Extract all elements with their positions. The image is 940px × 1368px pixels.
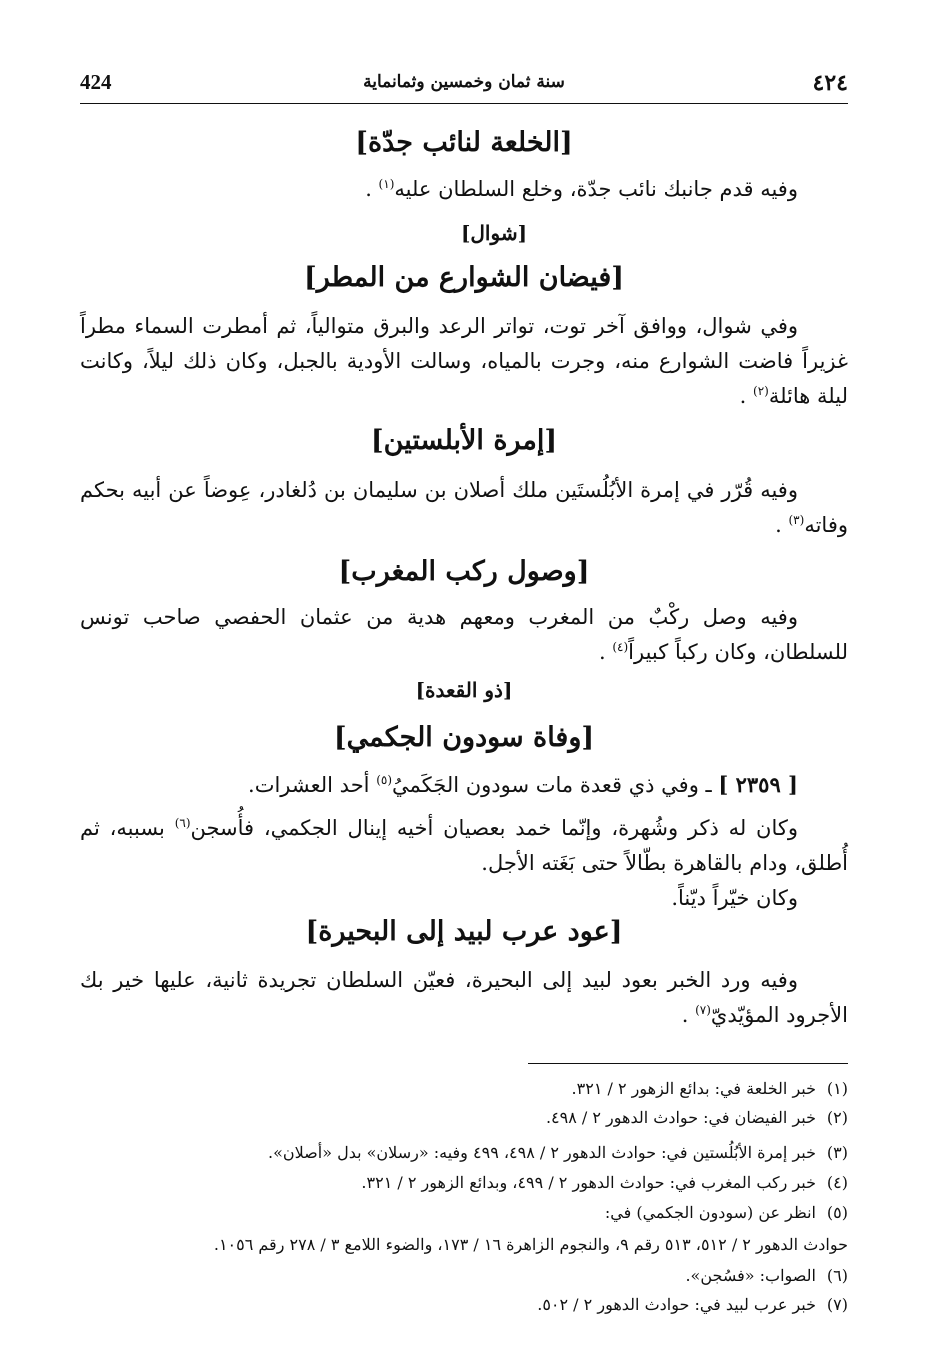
text-run: وفيه قُرّر في إمرة الأبُلُستَين ملك أصلان بن سليمان بن دُلغادر، عِوضاً عن أبيه بحكم وفاته (80, 478, 848, 537)
footnote-ref[interactable]: (٧) (695, 1003, 711, 1017)
footnote-continuation (80, 1233, 848, 1257)
section-text-sudun (80, 811, 848, 881)
footnote-number: (٢) (826, 1108, 848, 1127)
text-run: . (598, 640, 613, 664)
section-text-flood (80, 309, 848, 414)
footnote-text: حوادث الدهور ٢ / ٥١٢، ٥١٣ رقم ٩، والنجوم الزاهرة ١٦ / ١٧٣، والضوء اللامع ٣ / ٢٧٨ رقم ١٠٥٦. (213, 1235, 848, 1254)
section-heading-sudun: [وفاة سودون الجكمي] (333, 722, 595, 753)
text-run: وفيه وصل ركْبٌ من المغرب ومعهم هدية من عثمان الحفصي صاحب تونس للسلطان، وكان ركباً كبيراً (80, 605, 848, 664)
section-heading-flood: [فيضان الشوارع من المطر] (303, 262, 625, 293)
text-run: وكان له ذكر وشُهرة، وإنّما خمد بعصيان أخيه إينال الجكمي، فأُسجن (190, 816, 798, 840)
section-heading-lubayd: [عود عرب لبيد إلى البحيرة] (305, 916, 623, 947)
footnote-ref[interactable]: (١) (378, 177, 395, 191)
section-text-maghrib (80, 600, 848, 670)
text-run: أحد العشرات. (248, 773, 377, 797)
footnote-text: خبر الخلعة في: بدائع الزهور ٢ / ٣٢١. (571, 1079, 816, 1098)
footnote-text: خبر إمرة الأبُلُستين في: حوادث الدهور ٢ / ٤٩٨، ٤٩٩ وفيه: «رسلان» بدل «أصلان». (268, 1143, 816, 1162)
footnote (80, 1106, 848, 1130)
footnote-number: (٦) (826, 1266, 848, 1285)
text-run: . (739, 384, 754, 408)
text-run: . (681, 1003, 696, 1027)
month-heading-shawwal: [شوال] (460, 221, 528, 245)
footnote-number: (٤) (826, 1173, 848, 1192)
text-run: بسببه، ثم أُطلق، ودام بالقاهرة بطّالاً حتى بَغَته الأجل. (80, 816, 848, 875)
section-heading-robe: [الخلعة لنائب جدّة] (355, 127, 573, 158)
footnote-ref[interactable]: (٢) (753, 384, 769, 398)
footnote (80, 1264, 848, 1288)
entry-number: [ ٢٣٥٩ ] (718, 772, 798, 797)
footnote-ref[interactable]: (٣) (788, 513, 805, 527)
page-header (80, 70, 848, 100)
footnote-text: خبر ركب المغرب في: حوادث الدهور ٢ / ٤٩٩، وبدائع الزهور ٢ / ٣٢١. (361, 1173, 816, 1192)
page-number-arabic: ٤٢٤ (812, 70, 848, 96)
footnote-text: الصواب: «فسُجن». (685, 1266, 816, 1285)
footnote (80, 1201, 848, 1225)
footnote-text: خبر الفيضان في: حوادث الدهور ٢ / ٤٩٨. (545, 1108, 816, 1127)
text-run: وفيه قدم جانبك نائب جدّة، وخلع السلطان عليه (394, 177, 798, 201)
footnote-text: خبر عرب لبيد في: حوادث الدهور ٢ / ٥٠٢. (537, 1295, 816, 1314)
section-text-sudun-end: وكان خيّراً ديّناً. (671, 886, 798, 910)
entry-line-sudun (80, 767, 848, 803)
text-run: . (775, 513, 789, 537)
running-title: سنة ثمان وخمسين وثمانماية (363, 72, 565, 92)
footnote (80, 1293, 848, 1317)
footnote-rule (528, 1063, 848, 1064)
section-text-robe (80, 172, 848, 207)
footnote-number: (٣) (826, 1143, 848, 1162)
section-text-lubayd (80, 963, 848, 1033)
text-run: . (365, 177, 379, 201)
page-number-latin: 424 (80, 70, 112, 94)
section-heading-maghrib: [وصول ركب المغرب] (338, 556, 590, 587)
header-rule (80, 103, 848, 104)
footnote-text: انظر عن (سودون الجكمي) في: (604, 1203, 816, 1222)
month-heading-dhu-al-qada: [ذو القعدة] (415, 678, 513, 702)
footnote (80, 1077, 848, 1101)
footnote (80, 1141, 848, 1165)
section-text-abulustayn (80, 473, 848, 543)
text-run: ـ وفي ذي قعدة مات سودون الجَكَميُ (392, 773, 719, 797)
footnote-number: (١) (826, 1079, 848, 1098)
section-heading-abulustayn: [إمرة الأبلستين] (370, 425, 558, 456)
footnote-ref[interactable]: (٦) (174, 816, 191, 830)
footnote-number: (٧) (826, 1295, 848, 1314)
text-run: وفيه ورد الخبر بعود لبيد إلى البحيرة، فعيّن السلطان تجريدة ثانية، عليها خير بك الأجرود المؤيّديّ (80, 968, 848, 1027)
text-run: وفي شوال، ووافق آخر توت، تواتر الرعد والبرق متوالياً، ثم أمطرت السماء مطراً غزيراً فاضت الشوارع منه، وجرت بالمياه، وسالت الأودية بالجبل، وكان ذلك ليلاً، وكانت ليلة هائلة (80, 314, 848, 408)
footnote-ref[interactable]: (٥) (376, 773, 393, 787)
footnote (80, 1171, 848, 1195)
footnote-number: (٥) (826, 1203, 848, 1222)
footnote-ref[interactable]: (٤) (612, 640, 629, 654)
